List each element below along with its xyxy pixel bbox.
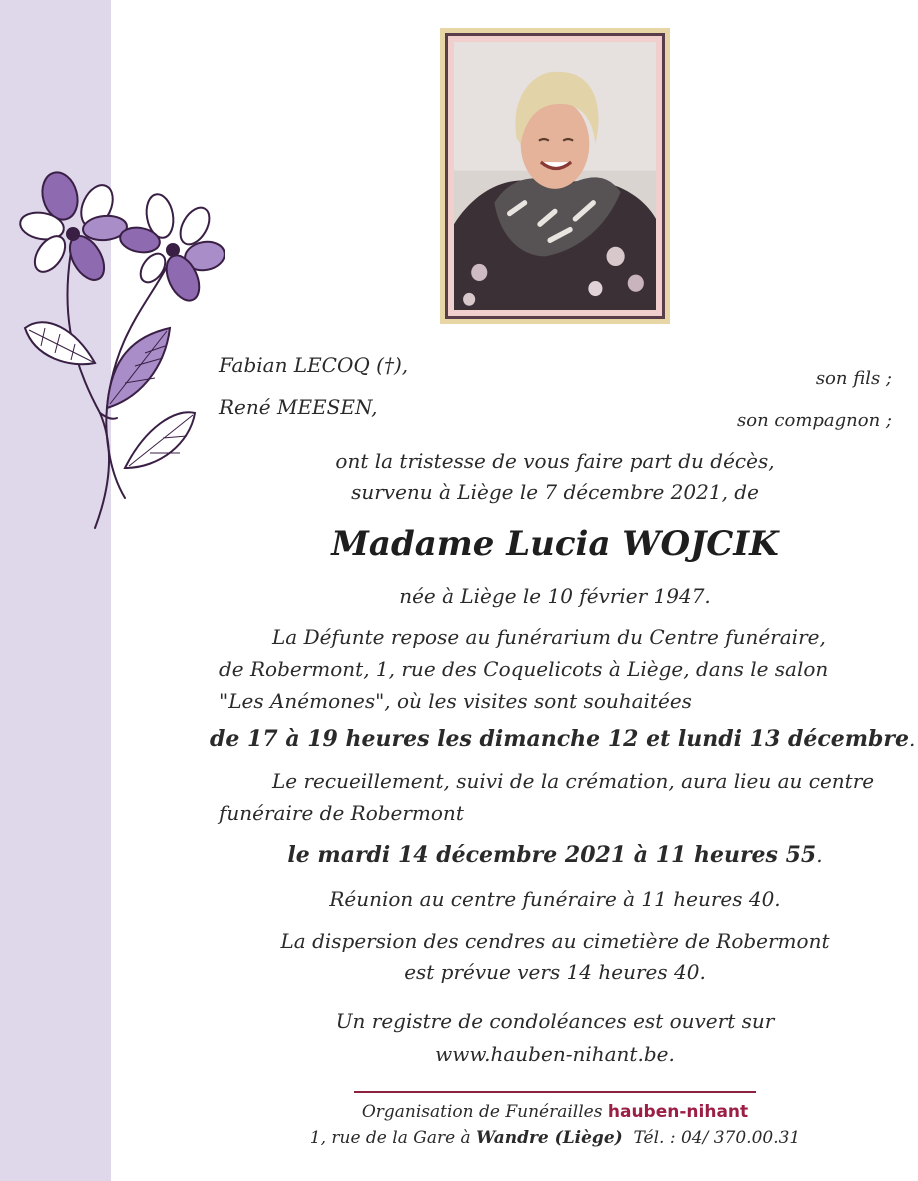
condolences-website[interactable]: www.hauben-nihant.be.: [435, 1042, 675, 1066]
portrait-frame: [440, 28, 670, 324]
ceremony-line-1: Le recueillement, suivi de la crémation, aura lieu au centre: [272, 769, 875, 793]
violet-flower-illustration: [15, 168, 225, 533]
intro-line-1: ont la tristesse de vous faire part du décès,: [335, 449, 775, 473]
footer-address: 1, rue de la Gare à Wandre (Liège) Tél. : 04/ 370.00.31: [309, 1128, 801, 1148]
footer-organisation: Organisation de Funérailles hauben-nihant: [361, 1102, 749, 1122]
intro-line-2: survenu à Liège le 7 décembre 2021, de: [351, 480, 759, 504]
announcer-1-relation: son fils ;: [815, 368, 892, 389]
footer-divider: [354, 1091, 756, 1093]
birth-line: née à Liège le 10 février 1947.: [399, 584, 711, 608]
repose-line-2: de Robermont, 1, rue des Coquelicots à Liège, dans le salon: [219, 657, 829, 681]
repose-line-3: "Les Anémones", où les visites sont souhaitées: [219, 689, 692, 713]
ceremony-line-2: funéraire de Robermont: [219, 801, 464, 825]
portrait-photo: [454, 42, 656, 310]
ceremony-date-text: le mardi 14 décembre 2021 à 11 heures 55: [287, 842, 817, 868]
repose-line-1: La Défunte repose au funérarium du Centre funéraire,: [272, 625, 826, 649]
visiting-hours-text: de 17 à 19 heures les dimanche 12 et lundi 13 décembre: [210, 726, 909, 752]
ceremony-date: le mardi 14 décembre 2021 à 11 heures 55.: [287, 842, 823, 868]
brand-logo-text: hauben-nihant: [607, 1102, 749, 1122]
reunion-line: Réunion au centre funéraire à 11 heures 40.: [329, 887, 781, 911]
condolences-line-1: Un registre de condoléances est ouvert sur: [335, 1009, 775, 1033]
visiting-hours: de 17 à 19 heures les dimanche 12 et lundi 13 décembre.: [210, 726, 916, 752]
dispersion-line-1: La dispersion des cendres au cimetière de Robermont: [280, 929, 830, 953]
footer-city: Wandre (Liège): [476, 1128, 623, 1148]
dispersion-line-2: est prévue vers 14 heures 40.: [404, 960, 706, 984]
announcer-2-name: René MEESEN,: [219, 395, 378, 419]
announcer-2-relation: son compagnon ;: [737, 410, 892, 431]
deceased-name: Madame Lucia WOJCIK: [331, 524, 779, 564]
announcer-1-name: Fabian LECOQ (†),: [219, 353, 409, 377]
footer-phone: Tél. : 04/ 370.00.31: [633, 1128, 801, 1148]
